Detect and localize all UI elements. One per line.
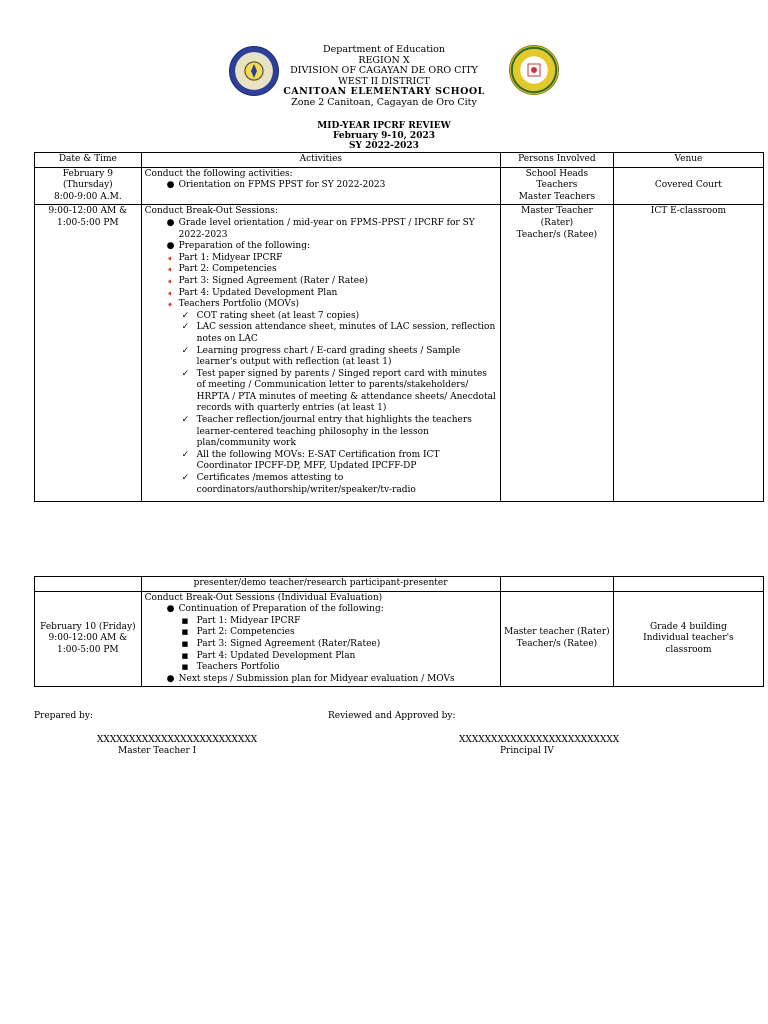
- checkmark-icon: ✓: [181, 345, 190, 356]
- checkmark-icon: ✓: [181, 322, 190, 333]
- persons-cell: [500, 577, 613, 592]
- bullet-icon: ●: [166, 673, 175, 684]
- list-item: [145, 311, 497, 323]
- square-bullet-icon: ■: [181, 663, 189, 672]
- checkmark-icon: ✓: [181, 449, 190, 460]
- square-bullet-icon: ■: [181, 628, 189, 637]
- bullet-icon: ●: [166, 241, 175, 252]
- arrow-bullet-icon: ➧: [166, 300, 174, 310]
- date-cell: [35, 577, 142, 592]
- table-row: [35, 577, 764, 592]
- list-item-text: Part 1: Midyear IPCRF: [178, 252, 283, 263]
- time-text: 1:00-5:00 PM: [57, 644, 119, 655]
- venue-cell: [613, 591, 763, 687]
- list-item-text: Part 2: Competencies: [178, 264, 277, 275]
- header-division: DIVISION OF CAGAYAN DE ORO CITY: [290, 65, 478, 76]
- time-text: 9:00-12:00 AM &: [48, 206, 128, 217]
- list-item: [145, 662, 497, 674]
- venue-cell: ICT E-classroom: [613, 205, 763, 502]
- activities-cell: [141, 591, 500, 687]
- activity-intro: Conduct Break-Out Sessions (Individual Evaluation): [144, 592, 383, 603]
- header-address: Zone 2 Canitoan, Cagayan de Oro City: [291, 96, 477, 108]
- letterhead: [0, 45, 768, 108]
- prepared-by-label: Prepared by:: [34, 711, 93, 721]
- list-item-text: Teachers Portfolio: [196, 662, 280, 673]
- list-item-text: All the following MOVs: E-SAT Certification from ICT Coordinator IPCFF-DP, MFF, Updated IPCFF-DP: [196, 449, 440, 472]
- list-item-text: LAC session attendance sheet, minutes of LAC session, reflection notes on LAC: [196, 322, 496, 344]
- arrow-bullet-icon: ➧: [166, 288, 174, 298]
- title-school-year: SY 2022-2023: [349, 141, 419, 151]
- venue-text: Individual teacher's: [643, 633, 734, 644]
- activities-cell: presenter/demo teacher/research participant-presenter: [141, 577, 500, 592]
- checkmark-icon: ✓: [181, 415, 190, 426]
- schedule-table-continued: [34, 576, 764, 687]
- person-text: Master Teachers: [518, 191, 596, 202]
- date-text: February 10 (Friday): [40, 621, 136, 632]
- list-item: [145, 604, 497, 616]
- list-item-text: Grade level orientation / mid-year on FPMS-PPST / IPCRF for SY 2022-2023: [178, 217, 475, 240]
- activities-cell: [141, 205, 500, 502]
- venue-cell: [613, 577, 763, 592]
- venue-text: classroom: [665, 644, 712, 655]
- title-main: MID-YEAR IPCRF REVIEW: [317, 121, 451, 131]
- header-district: WEST II DISTRICT: [338, 75, 430, 87]
- title-dates: February 9-10, 2023: [333, 131, 435, 141]
- persons-cell: [500, 205, 613, 502]
- person-text: Master Teacher (Rater): [521, 206, 593, 228]
- header-venue: Venue: [613, 153, 763, 168]
- list-item: [145, 369, 497, 415]
- list-item-text: Teacher reflection/journal entry that highlights the teachers learner-centered teaching philosophy in the lesson plan/community work: [196, 415, 472, 449]
- list-item: [145, 651, 497, 663]
- list-item: [145, 639, 497, 651]
- list-item: [145, 415, 497, 450]
- list-item-text: Teachers Portfolio (MOVs): [178, 299, 299, 310]
- person-text: Teachers: [536, 180, 578, 191]
- list-item-text: Part 1: Midyear IPCRF: [196, 615, 301, 626]
- checkmark-icon: ✓: [181, 473, 190, 484]
- list-item-text: Certificates /memos attesting to coordinators/authorship/writer/speaker/tv-radio: [196, 473, 416, 495]
- square-bullet-icon: ■: [181, 616, 189, 625]
- list-item-text: Part 4: Updated Development Plan: [196, 650, 356, 661]
- list-item-text: Orientation on FPMS PPST for SY 2022-2023: [178, 180, 386, 191]
- list-item: [145, 288, 497, 300]
- table-row: [35, 167, 764, 205]
- header-school: CANITOAN ELEMENTARY SCHOOL: [283, 86, 485, 97]
- document-title: [0, 121, 768, 151]
- list-item: [145, 218, 497, 241]
- person-text: Teacher/s (Ratee): [516, 229, 598, 240]
- schedule-table: [34, 152, 764, 502]
- time-text: 9:00-12:00 AM &: [48, 633, 128, 644]
- list-item: [145, 616, 497, 628]
- bullet-icon: ●: [166, 180, 175, 191]
- table-header-row: [35, 153, 764, 168]
- time-text: 8:00-9:00 A.M.: [53, 191, 122, 202]
- list-item: [145, 299, 497, 311]
- arrow-bullet-icon: ➧: [166, 253, 174, 263]
- date-cell: [35, 205, 142, 502]
- list-item-text: Preparation of the following:: [178, 241, 311, 252]
- persons-cell: [500, 591, 613, 687]
- header-persons-involved: Persons Involved: [500, 153, 613, 168]
- preparer-role: Master Teacher I: [118, 746, 197, 756]
- persons-cell: [500, 167, 613, 205]
- activity-intro: Conduct Break-Out Sessions:: [144, 206, 278, 217]
- activity-intro: Conduct the following activities:: [144, 168, 293, 179]
- header-department: Department of Education: [323, 44, 445, 55]
- square-bullet-icon: ■: [181, 639, 189, 648]
- date-text: February 9 (Thursday): [62, 168, 113, 191]
- arrow-bullet-icon: ➧: [166, 265, 174, 275]
- list-item: [145, 473, 497, 496]
- activities-cell: [141, 167, 500, 205]
- list-item: [145, 346, 497, 369]
- list-item-text: Part 4: Updated Development Plan: [178, 287, 338, 298]
- list-item: [145, 674, 497, 686]
- list-item: [145, 180, 497, 192]
- list-item-text: Part 3: Signed Agreement (Rater/Ratee): [196, 638, 381, 649]
- person-text: Teacher/s (Ratee): [516, 638, 598, 649]
- list-item: [145, 253, 497, 265]
- list-item-text: Part 3: Signed Agreement (Rater / Ratee): [178, 275, 368, 286]
- table-row: [35, 591, 764, 687]
- bullet-icon: ●: [166, 217, 175, 228]
- time-text: 1:00-5:00 PM: [57, 217, 119, 228]
- list-item: [145, 276, 497, 288]
- approver-name: XXXXXXXXXXXXXXXXXXXXXXXXX: [459, 735, 620, 745]
- list-item: [145, 264, 497, 276]
- header-date-time: Date & Time: [35, 153, 142, 168]
- list-item: [145, 241, 497, 253]
- list-item: [145, 627, 497, 639]
- header-activities: Activities: [141, 153, 500, 168]
- list-item-text: COT rating sheet (at least 7 copies): [196, 310, 360, 321]
- date-cell: [35, 167, 142, 205]
- list-item: [145, 450, 497, 473]
- list-item-text: Part 2: Competencies: [196, 627, 295, 638]
- list-item-text: Learning progress chart / E-card grading sheets / Sample learner's output with reflection (at least 1): [196, 345, 461, 368]
- table-row: [35, 205, 764, 502]
- header-region: REGION X: [358, 54, 410, 66]
- venue-text: Grade 4 building: [649, 621, 727, 632]
- list-item-text: Continuation of Preparation of the following:: [178, 604, 384, 615]
- list-item-text: Test paper signed by parents / Singed report card with minutes of meeting / Communication letter to parents/stakeholders/ HRPTA / PTA minutes of meeting & attendance sheets/ Anecdotal records with quarterly entries (at least 1): [196, 368, 496, 414]
- checkmark-icon: ✓: [181, 310, 190, 321]
- person-text: Master teacher (Rater): [504, 627, 610, 638]
- venue-cell: Covered Court: [613, 167, 763, 205]
- approver-role: Principal IV: [500, 746, 554, 756]
- bullet-icon: ●: [166, 604, 175, 615]
- preparer-name: XXXXXXXXXXXXXXXXXXXXXXXXX: [97, 735, 258, 745]
- date-cell: [35, 591, 142, 687]
- list-item: [145, 322, 497, 345]
- person-text: School Heads: [525, 168, 589, 179]
- checkmark-icon: ✓: [181, 368, 190, 379]
- reviewed-by-label: Reviewed and Approved by:: [328, 711, 456, 721]
- square-bullet-icon: ■: [181, 651, 189, 660]
- arrow-bullet-icon: ➧: [166, 276, 174, 286]
- list-item-text: Next steps / Submission plan for Midyear evaluation / MOVs: [178, 673, 455, 684]
